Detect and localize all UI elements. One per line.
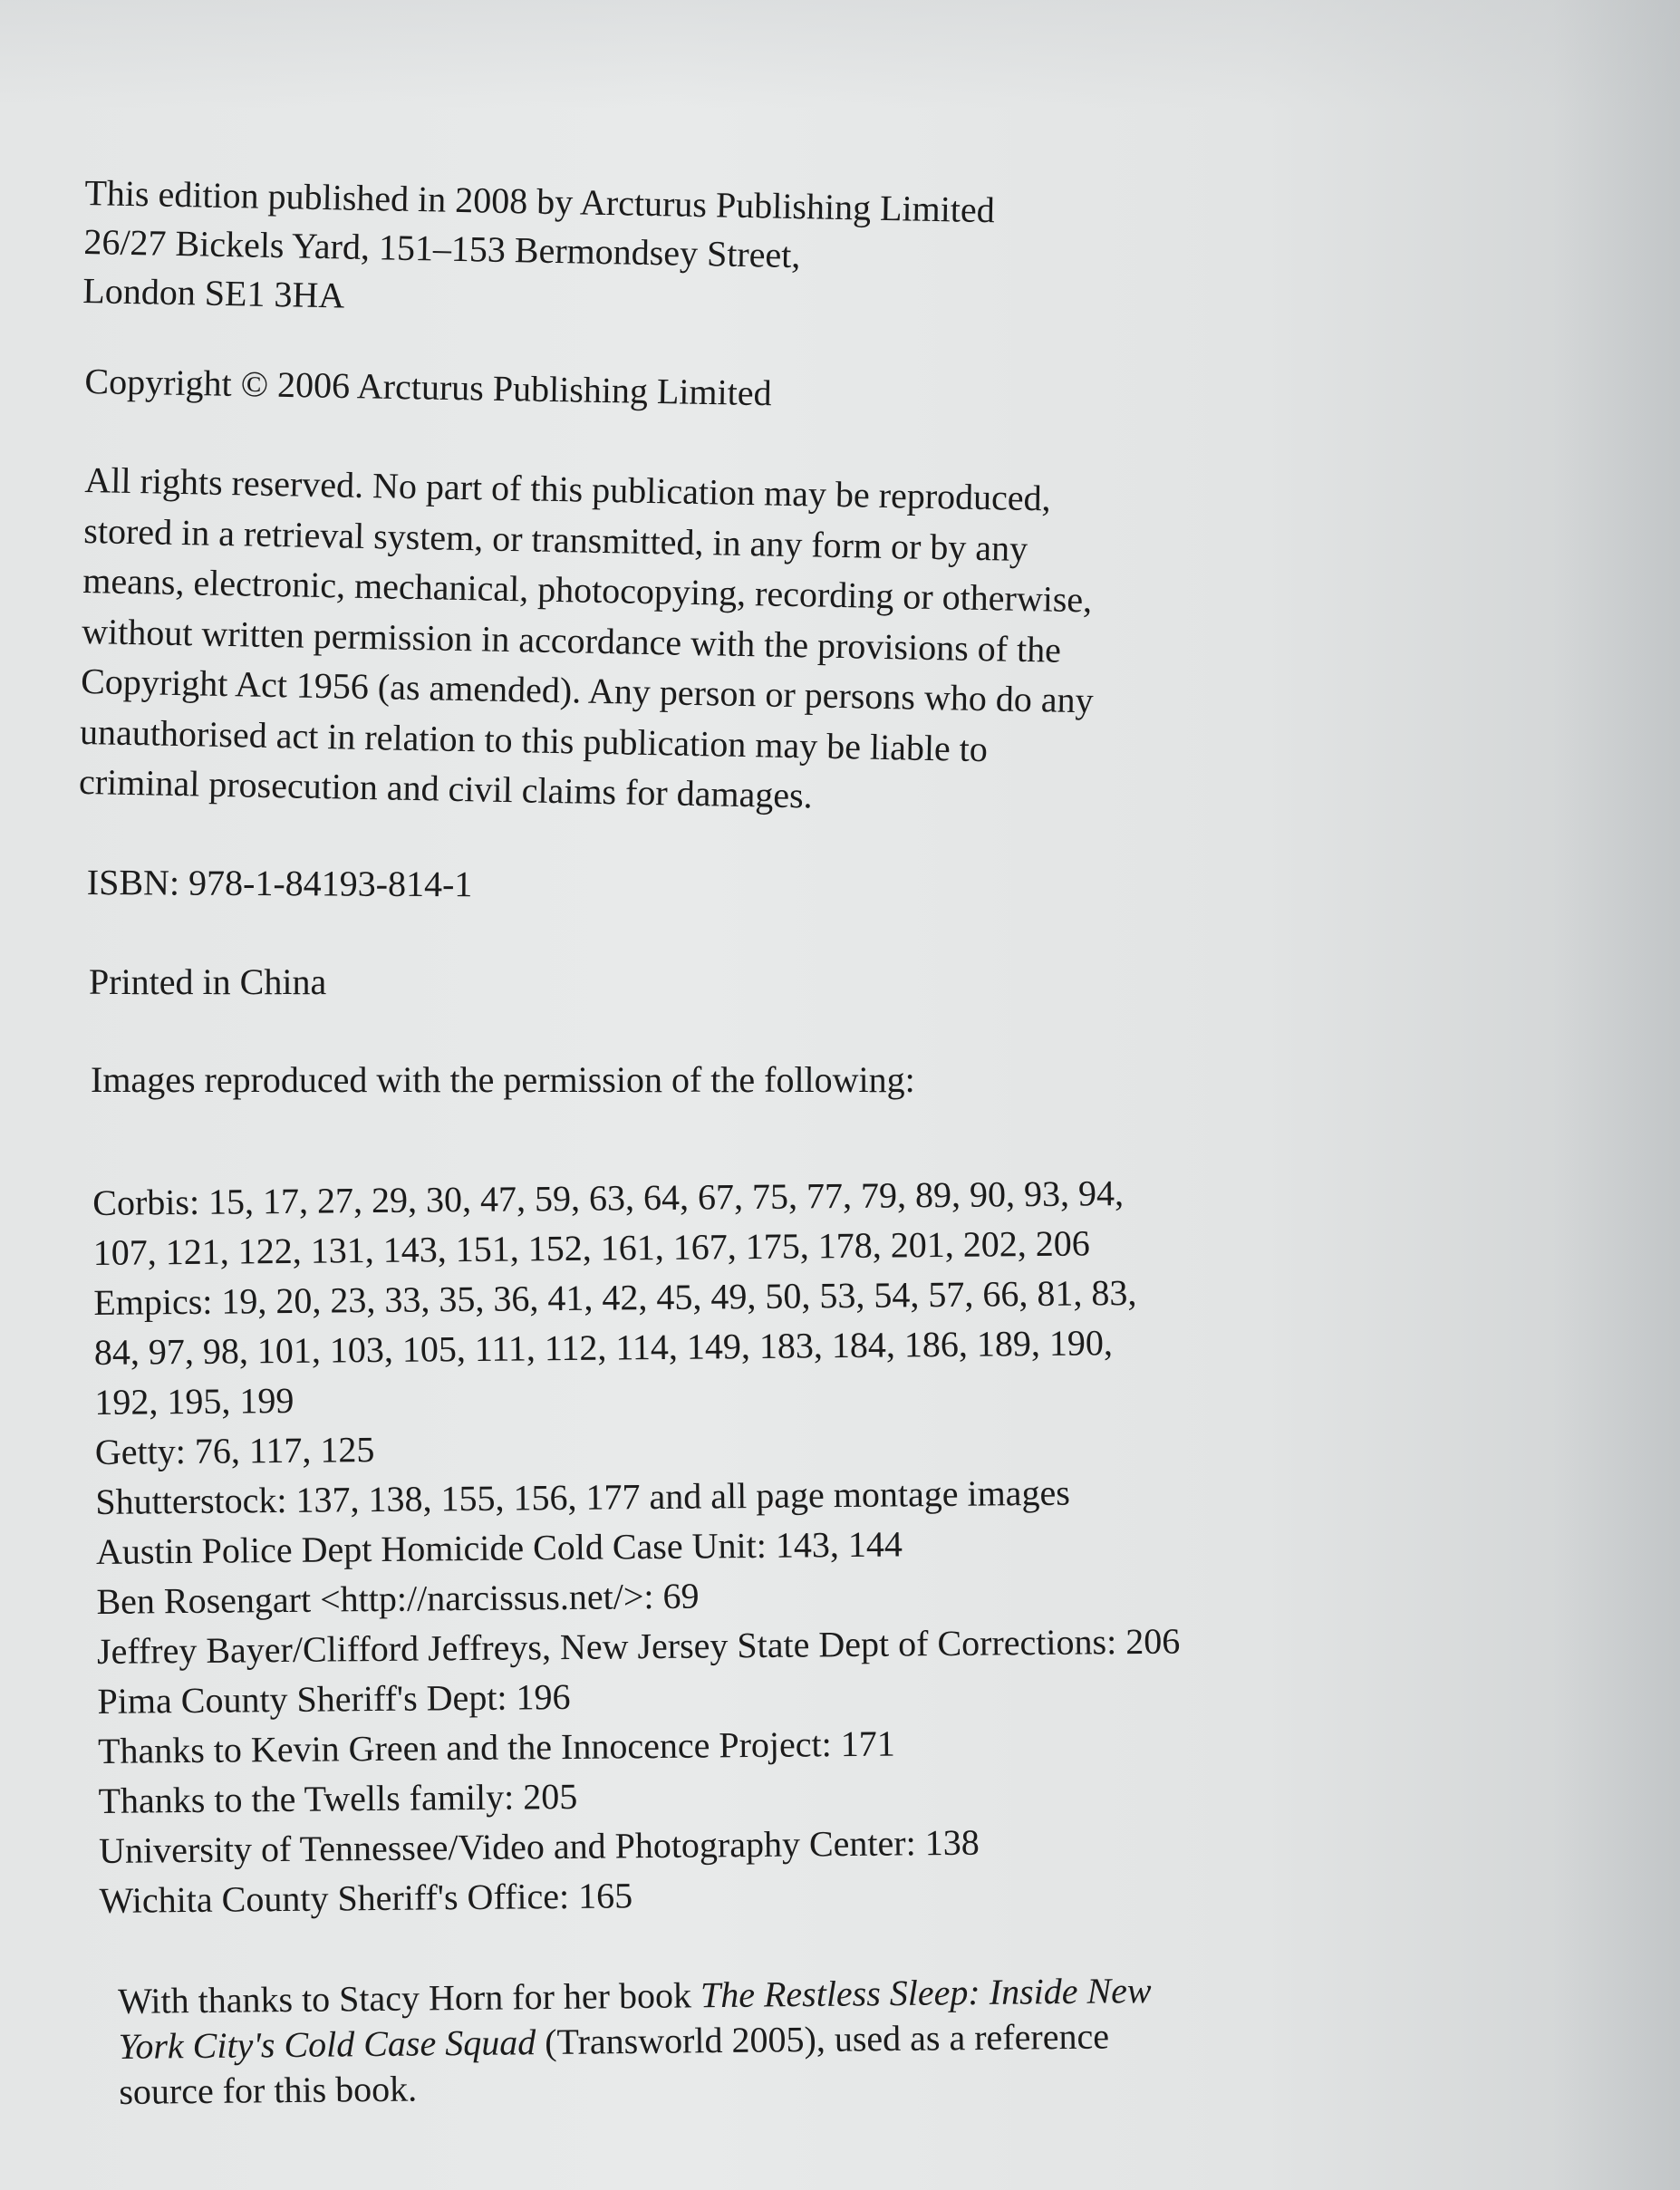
page-shadow-top bbox=[0, 0, 1680, 109]
images-heading-block bbox=[91, 1056, 915, 1105]
acknowledgement-text: With thanks to Stacy Horn for her book bbox=[118, 1974, 701, 2021]
printed-block bbox=[89, 958, 326, 1007]
acknowledgement-text: (Transworld 2005), used as a reference bbox=[535, 2015, 1110, 2063]
credit-line: Shutterstock: 137, 138, 155, 156, 177 and all page montage images bbox=[95, 1471, 1070, 1522]
publisher-block bbox=[82, 169, 995, 333]
publisher-address-line: 26/27 Bickels Yard, 151–153 Bermondsey Street, bbox=[83, 220, 801, 276]
isbn-block bbox=[87, 858, 473, 909]
credit-line: Wichita County Sheriff's Office: 165 bbox=[99, 1875, 633, 1921]
rights-line: stored in a retrieval system, or transmitted, in any form or by any bbox=[82, 509, 1028, 569]
credit-line: Corbis: 15, 17, 27, 29, 30, 47, 59, 63, 64, 67, 75, 77, 79, 89, 90, 93, 94, bbox=[92, 1172, 1125, 1223]
publisher-line: This edition published in 2008 by Arcturus Publishing Limited bbox=[84, 171, 996, 231]
rights-line: unauthorised act in relation to this publication may be liable to bbox=[79, 710, 989, 769]
book-title: York City's Cold Case Squad bbox=[118, 2021, 536, 2067]
image-credits bbox=[92, 1168, 1183, 1925]
credit-line: Ben Rosengart <http://narcissus.net/>: 69 bbox=[96, 1575, 700, 1622]
isbn: ISBN: 978-1-84193-814-1 bbox=[86, 861, 473, 905]
rights-line: without written permission in accordance with the provisions of the bbox=[81, 610, 1062, 671]
publisher-city-line: London SE1 3HA bbox=[82, 269, 345, 316]
copyright-line: Copyright © 2006 Arcturus Publishing Limited bbox=[84, 360, 772, 414]
credit-line: 107, 121, 122, 131, 143, 151, 152, 161, 167, 175, 178, 201, 202, 206 bbox=[92, 1222, 1090, 1273]
credit-line: Austin Police Dept Homicide Cold Case Unit: 143, 144 bbox=[95, 1523, 903, 1572]
rights-line: All rights reserved. No part of this publication may be reproduced, bbox=[84, 458, 1052, 519]
book-title: The Restless Sleep: Inside New bbox=[700, 1970, 1152, 2016]
rights-line: means, electronic, mechanical, photocopying, recording or otherwise, bbox=[82, 559, 1093, 621]
rights-line: criminal prosecution and civil claims for damages. bbox=[78, 760, 814, 816]
printed-in: Printed in China bbox=[89, 961, 327, 1002]
credit-line: Pima County Sheriff's Dept: 196 bbox=[97, 1675, 571, 1722]
credit-line: Getty: 76, 117, 125 bbox=[94, 1429, 375, 1472]
images-heading: Images reproduced with the permission of the following: bbox=[91, 1059, 915, 1100]
page-shadow-right bbox=[1553, 0, 1680, 2190]
credit-line: University of Tennessee/Video and Photography Center: 138 bbox=[98, 1821, 980, 1871]
credit-line: 192, 195, 199 bbox=[94, 1379, 294, 1423]
acknowledgement bbox=[118, 1968, 1153, 2115]
rights-line: Copyright Act 1956 (as amended). Any person or persons who do any bbox=[80, 660, 1095, 721]
acknowledgement-line: source for this book. bbox=[119, 2068, 418, 2112]
credit-line: Thanks to the Twells family: 205 bbox=[98, 1775, 578, 1821]
credit-line: 84, 97, 98, 101, 103, 105, 111, 112, 114, 149, 183, 184, 186, 189, 190, bbox=[93, 1322, 1114, 1373]
credit-line: Jeffrey Bayer/Clifford Jeffreys, New Jersey State Dept of Corrections: 206 bbox=[96, 1620, 1181, 1672]
credit-line: Thanks to Kevin Green and the Innocence Project: 171 bbox=[97, 1722, 895, 1771]
copyright-notice bbox=[84, 357, 772, 418]
rights-paragraph bbox=[79, 455, 1098, 826]
credit-line: Empics: 19, 20, 23, 33, 35, 36, 41, 42, 45, 49, 50, 53, 54, 57, 66, 81, 83, bbox=[93, 1271, 1137, 1323]
